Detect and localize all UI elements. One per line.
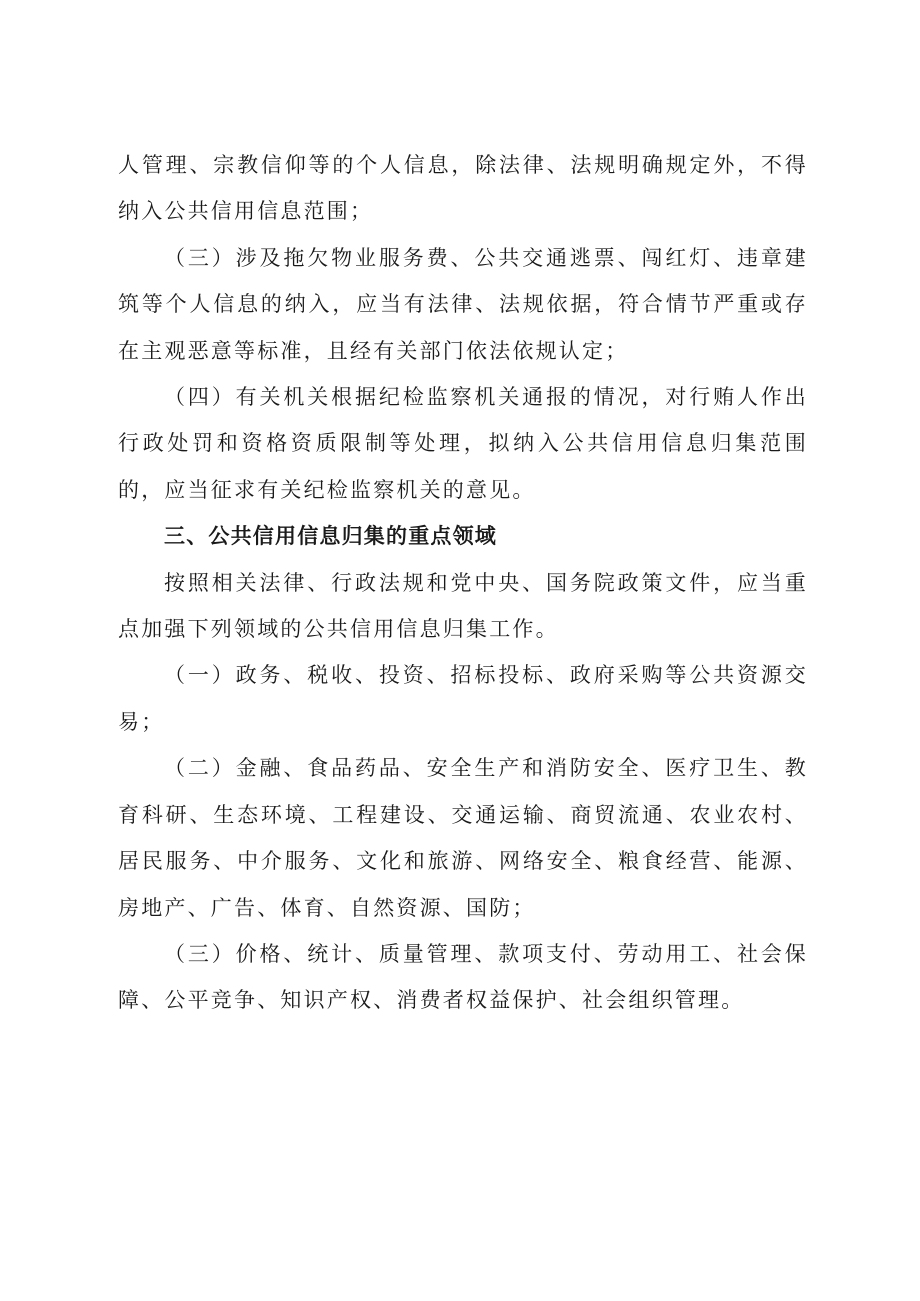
paragraph-item-3: （三）涉及拖欠物业服务费、公共交通逃票、闯红灯、违章建筑等个人信息的纳入，应当有法律、法规依据，符合情节严重或存在主观恶意等标准，且经有关部门依法依规认定；: [118, 245, 808, 363]
paragraph-item-4: （四）有关机关根据纪检监察机关通报的情况，对行贿人作出行政处罚和资格资质限制等处理，拟纳入公共信用信息归集范围的，应当征求有关纪检监察机关的意见。: [118, 385, 808, 502]
section-heading: 三、公共信用信息归集的重点领域: [164, 524, 497, 549]
section-intro-paragraph: 按照相关法律、行政法规和党中央、国务院政策文件，应当重点加强下列领域的公共信用信息归集工作。: [118, 570, 808, 642]
section-item-3: （三）价格、统计、质量管理、款项支付、劳动用工、社会保障、公平竞争、知识产权、消费者权益保护、社会组织管理。: [118, 941, 808, 1013]
document-body: [118, 142, 808, 1024]
section-item-2: （二）金融、食品药品、安全生产和消防安全、医疗卫生、教育科研、生态环境、工程建设、交通运输、商贸流通、农业农村、居民服务、中介服务、文化和旅游、网络安全、粮食经营、能源、房地产、广告、体育、自然资源、国防；: [118, 756, 808, 920]
paragraph-continued: 人管理、宗教信仰等的个人信息，除法律、法规明确规定外，不得纳入公共信用信息范围；: [118, 153, 808, 224]
section-item-1: （一）政务、税收、投资、招标投标、政府采购等公共资源交易；: [118, 663, 808, 734]
